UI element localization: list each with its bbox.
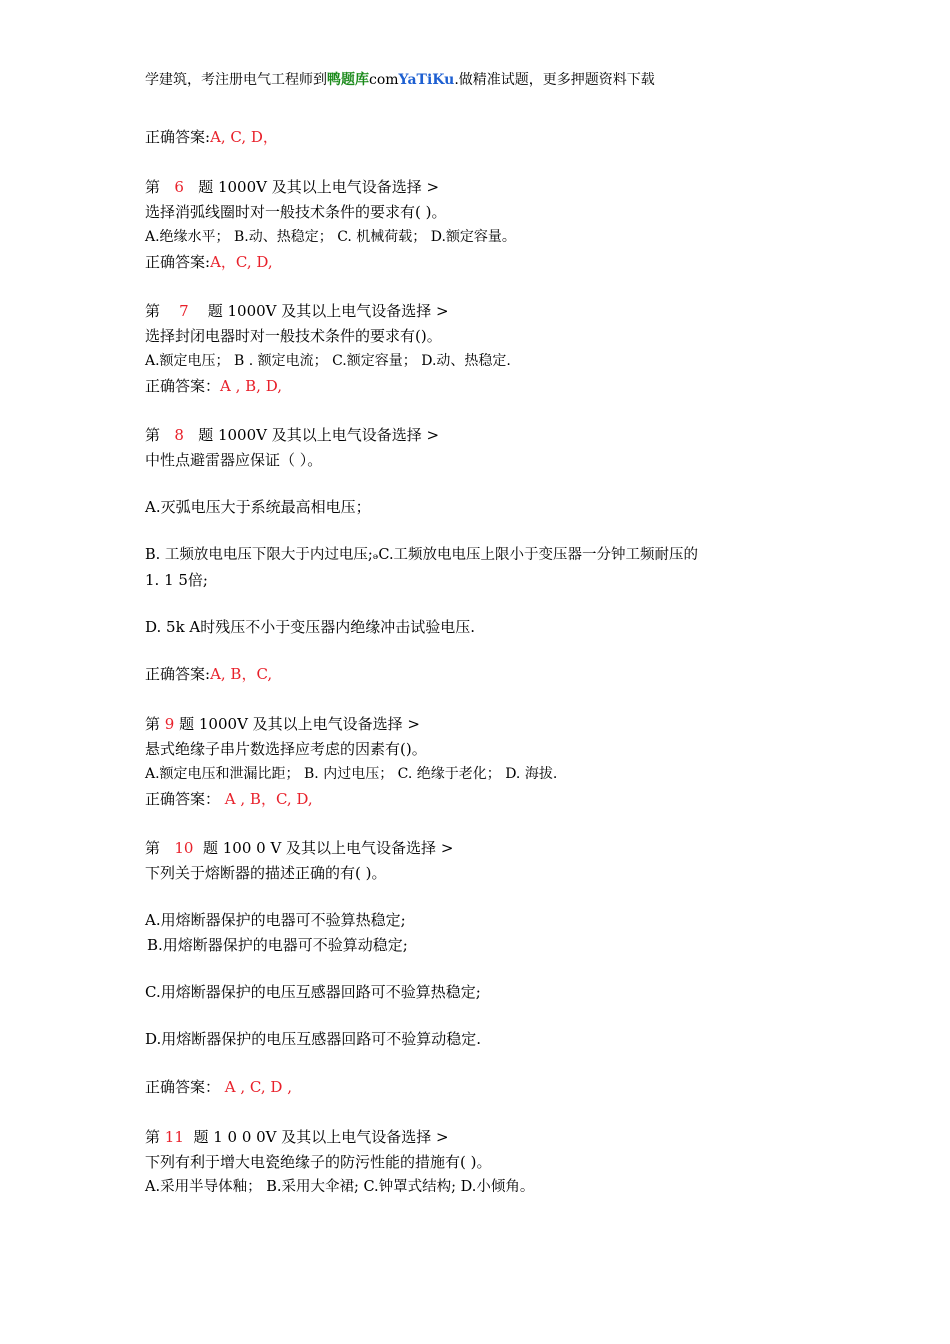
q8-option-bc: B. 工频放电电压下限大于内过电压;ₔC.工频放电电压上限小于变压器一分钟工频耐压的 bbox=[145, 547, 699, 563]
q10-text: 下列关于熔断器的描述正确的有( )。 bbox=[145, 864, 387, 882]
question-category: 题 1000V 及其以上电气设备选择 > bbox=[207, 302, 449, 320]
answer-value: A , C, D , bbox=[224, 1078, 292, 1096]
q9-heading bbox=[145, 714, 420, 734]
q10-answer bbox=[145, 1077, 292, 1097]
header-brand-blue: YaTiKu bbox=[398, 72, 455, 88]
q10-option-c: C.用熔断器保护的电压互感器回路可不验算热稳定; bbox=[145, 983, 481, 1001]
q8-text: 中性点避雷器应保证（ ）。 bbox=[145, 451, 323, 469]
answer-value: A , B, D, bbox=[220, 377, 282, 395]
question-prefix: 第 bbox=[145, 426, 161, 444]
page-header bbox=[145, 70, 655, 90]
q6-options: A.绝缘水平； B.动、热稳定； C. 机械荷载； D.额定容量。 bbox=[145, 229, 516, 245]
q11-heading bbox=[145, 1127, 449, 1147]
q6-text: 选择消弧线圈时对一般技术条件的要求有( )。 bbox=[145, 203, 447, 221]
q9-answer bbox=[145, 789, 313, 809]
answer-label: 正确答案: bbox=[145, 128, 211, 146]
q8-option-d: D. 5k A时残压不小于变压器内绝缘冲击试验电压. bbox=[145, 618, 476, 636]
question-category: 题 1000V 及其以上电气设备选择 > bbox=[179, 715, 421, 733]
q8-option-bc-cont: 1. 1 5倍; bbox=[145, 571, 208, 589]
question-number: 11 bbox=[164, 1128, 184, 1146]
question-prefix: 第 bbox=[145, 715, 161, 733]
q10-heading bbox=[145, 838, 453, 858]
q10-option-a: A.用熔断器保护的电器可不验算热稳定; bbox=[145, 911, 406, 929]
question-prefix: 第 bbox=[145, 839, 161, 857]
question-category: 题 1000V 及其以上电气设备选择 > bbox=[198, 426, 440, 444]
answer-value: A，C, D, bbox=[210, 253, 273, 271]
q9-text: 悬式绝缘子串片数选择应考虑的因素有()。 bbox=[145, 740, 427, 758]
header-suffix: .做精准试题，更多押题资料下载 bbox=[454, 72, 655, 88]
question-prefix: 第 bbox=[145, 302, 161, 320]
answer-label: 正确答案： bbox=[145, 377, 221, 395]
question-number: 7 bbox=[179, 302, 189, 320]
q7-options: A.额定电压； B . 额定电流； C.额定容量； D.动、热稳定. bbox=[145, 353, 511, 369]
header-prefix: 学建筑，考注册电气工程师到 bbox=[145, 72, 327, 88]
q6-answer bbox=[145, 252, 273, 272]
q5-answer bbox=[145, 127, 278, 147]
answer-label: 正确答案: bbox=[145, 665, 211, 683]
q6-heading bbox=[145, 177, 439, 197]
q7-answer bbox=[145, 376, 282, 396]
question-category: 题 1 0 0 0V 及其以上电气设备选择 > bbox=[193, 1128, 449, 1146]
question-prefix: 第 bbox=[145, 1128, 161, 1146]
q11-options: A.采用半导体釉； B.采用大伞裙; C.钟罩式结构; D.小倾角。 bbox=[145, 1179, 535, 1195]
answer-label: 正确答案： bbox=[145, 790, 221, 808]
answer-label: 正确答案： bbox=[145, 1078, 221, 1096]
q8-option-a: A.灭弧电压大于系统最高相电压； bbox=[145, 498, 371, 516]
answer-value: A, C, D， bbox=[210, 128, 278, 146]
q7-heading bbox=[145, 301, 449, 321]
question-prefix: 第 bbox=[145, 178, 161, 196]
question-category: 题 1000V 及其以上电气设备选择 > bbox=[198, 178, 440, 196]
question-number: 6 bbox=[174, 178, 184, 196]
q8-heading bbox=[145, 425, 439, 445]
q11-text: 下列有利于增大电瓷绝缘子的防污性能的措施有( )。 bbox=[145, 1153, 492, 1171]
question-number: 8 bbox=[174, 426, 184, 444]
answer-label: 正确答案: bbox=[145, 253, 211, 271]
q10-option-b: B.用熔断器保护的电器可不验算动稳定; bbox=[147, 936, 408, 954]
q9-options: A.额定电压和泄漏比距； B. 内过电压； C. 绝缘于老化； D. 海拔. bbox=[145, 766, 558, 782]
header-brand-com: com bbox=[369, 72, 399, 88]
header-brand-green: 鸭题库 bbox=[327, 72, 369, 88]
answer-value: A , B，C, D, bbox=[224, 790, 313, 808]
q10-option-d: D.用熔断器保护的电压互感器回路可不验算动稳定. bbox=[145, 1030, 482, 1048]
answer-value: A, B，C, bbox=[210, 665, 273, 683]
q8-answer bbox=[145, 664, 272, 684]
question-category: 题 100 0 V 及其以上电气设备选择 > bbox=[202, 839, 454, 857]
q7-text: 选择封闭电器时对一般技术条件的要求有()。 bbox=[145, 327, 442, 345]
question-number: 10 bbox=[174, 839, 194, 857]
question-number: 9 bbox=[164, 715, 175, 733]
